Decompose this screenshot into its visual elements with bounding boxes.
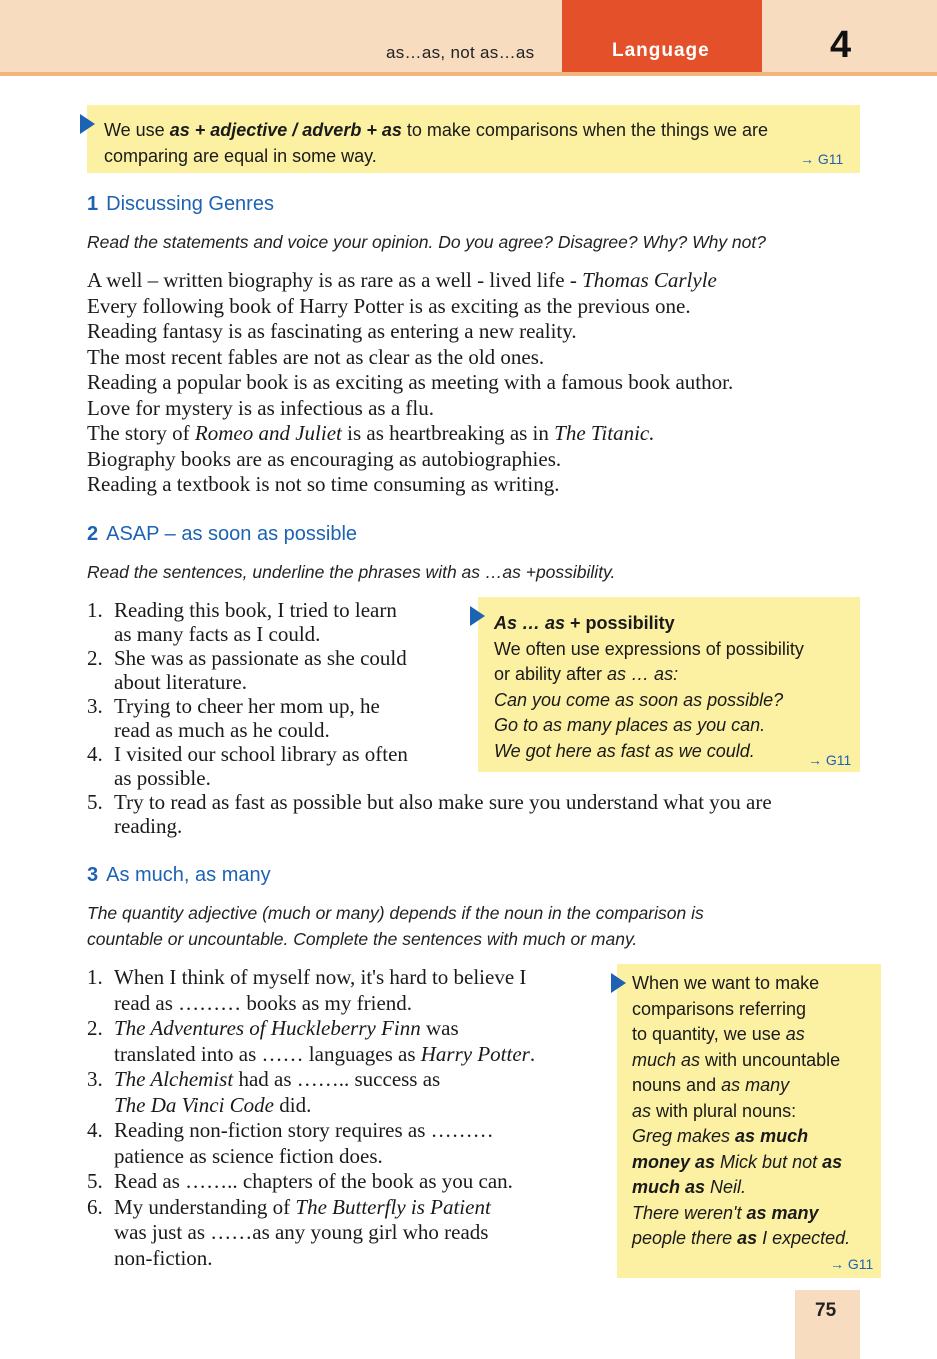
section2-list — [87, 598, 877, 838]
list-item: 2. The Adventures of Huckleberry Finn was translated into as …… languages as Harry Potter. — [87, 1016, 536, 1066]
statement: Reading fantasy is as fascinating as entering a new reality. — [87, 319, 577, 343]
list-item: 5. Read as …….. chapters of the book as you can. — [87, 1169, 513, 1193]
section3-note-text: When we want to make comparisons referring to quantity, we use as much as with uncountable nouns and as many as with plural nouns: Greg makes as much money as Mick but not as much as Neil. There weren't as many people there as I expected. — [632, 973, 851, 1248]
running-head: as…as, not as…as — [386, 43, 535, 62]
statement: The most recent fables are not as clear as the old ones. — [87, 344, 545, 369]
intro-grammar-ref[interactable]: → G11 — [800, 151, 844, 167]
header-rule — [0, 72, 937, 76]
list-item: 4. I visited our school library as often as possible. — [87, 742, 408, 790]
statement: Biography books are as encouraging as autobiographies. — [87, 446, 562, 471]
play-triangle-icon — [611, 973, 626, 993]
section3-instruction: The quantity adjective (much or many) depends if the noun in the comparison is countable or uncountable. Complete the sentences with much or many. — [87, 903, 704, 949]
statement: The story of Romeo and Juliet is as heartbreaking as in The Titanic. — [87, 421, 655, 445]
statement: Reading a popular book is as exciting as meeting with a famous book author. — [87, 370, 734, 394]
section-tab-label: Language — [612, 40, 710, 61]
statement: A well – written biography is as rare as a well - lived life - Thomas Carlyle — [87, 268, 717, 292]
section3-heading: 3 As much, as many — [87, 864, 271, 886]
section3-grammar-ref[interactable]: → G11 — [830, 1256, 874, 1272]
list-item: 1. When I think of myself now, it's hard to believe I read as ……… books as my friend. — [87, 965, 527, 1015]
page-number: 75 — [815, 1300, 837, 1321]
list-item: 3. The Alchemist had as …….. success as The Da Vinci Code did. — [87, 1067, 441, 1117]
section1-instruction: Read the statements and voice your opinion. Do you agree? Disagree? Why? Why not? — [87, 232, 766, 252]
section1-statements — [87, 268, 733, 498]
statement: Every following book of Harry Potter is as exciting as the previous one. — [87, 293, 691, 318]
section2-note-text: As … as + possibility We often use expressions of possibility or ability after as … as: Can you come as soon as possible? Go to as many places as you can. We got here as fast as we could. — [494, 613, 804, 761]
list-item: 5. Try to read as fast as possible but also make sure you understand what you are reading. — [87, 790, 772, 838]
list-item: 1. Reading this book, I tried to learn as many facts as I could. — [87, 598, 397, 646]
section2-instruction: Read the sentences, underline the phrases with as …as +possibility. — [87, 562, 616, 582]
section2-heading: 2 ASAP – as soon as possible — [87, 523, 358, 545]
page-number-box — [795, 1290, 860, 1359]
list-item: 4. Reading non-fiction story requires as ……… patience as science fiction does. — [87, 1118, 494, 1168]
statement: Reading a textbook is not so time consuming as writing. — [87, 472, 560, 496]
statement: Love for mystery is as infectious as a flu. — [87, 395, 434, 420]
section1-heading: 1 Discussing Genres — [87, 193, 274, 215]
list-item: 3. Trying to cheer her mom up, he read as much as he could. — [87, 694, 380, 742]
intro-note-text: We use as + adjective / adverb + as to make comparisons when the things we are comparing are equal in some way. — [104, 120, 769, 166]
list-item: 2. She was as passionate as she could about literature. — [87, 646, 407, 694]
play-triangle-icon — [80, 114, 95, 134]
list-item: 6. My understanding of The Butterfly is Patient was just as ……as any young girl who reads non-fiction. — [87, 1194, 491, 1270]
section3-list — [87, 965, 597, 1271]
section2-grammar-ref[interactable]: → G11 — [808, 752, 852, 768]
section-tab — [562, 0, 762, 72]
unit-number: 4 — [830, 24, 852, 66]
